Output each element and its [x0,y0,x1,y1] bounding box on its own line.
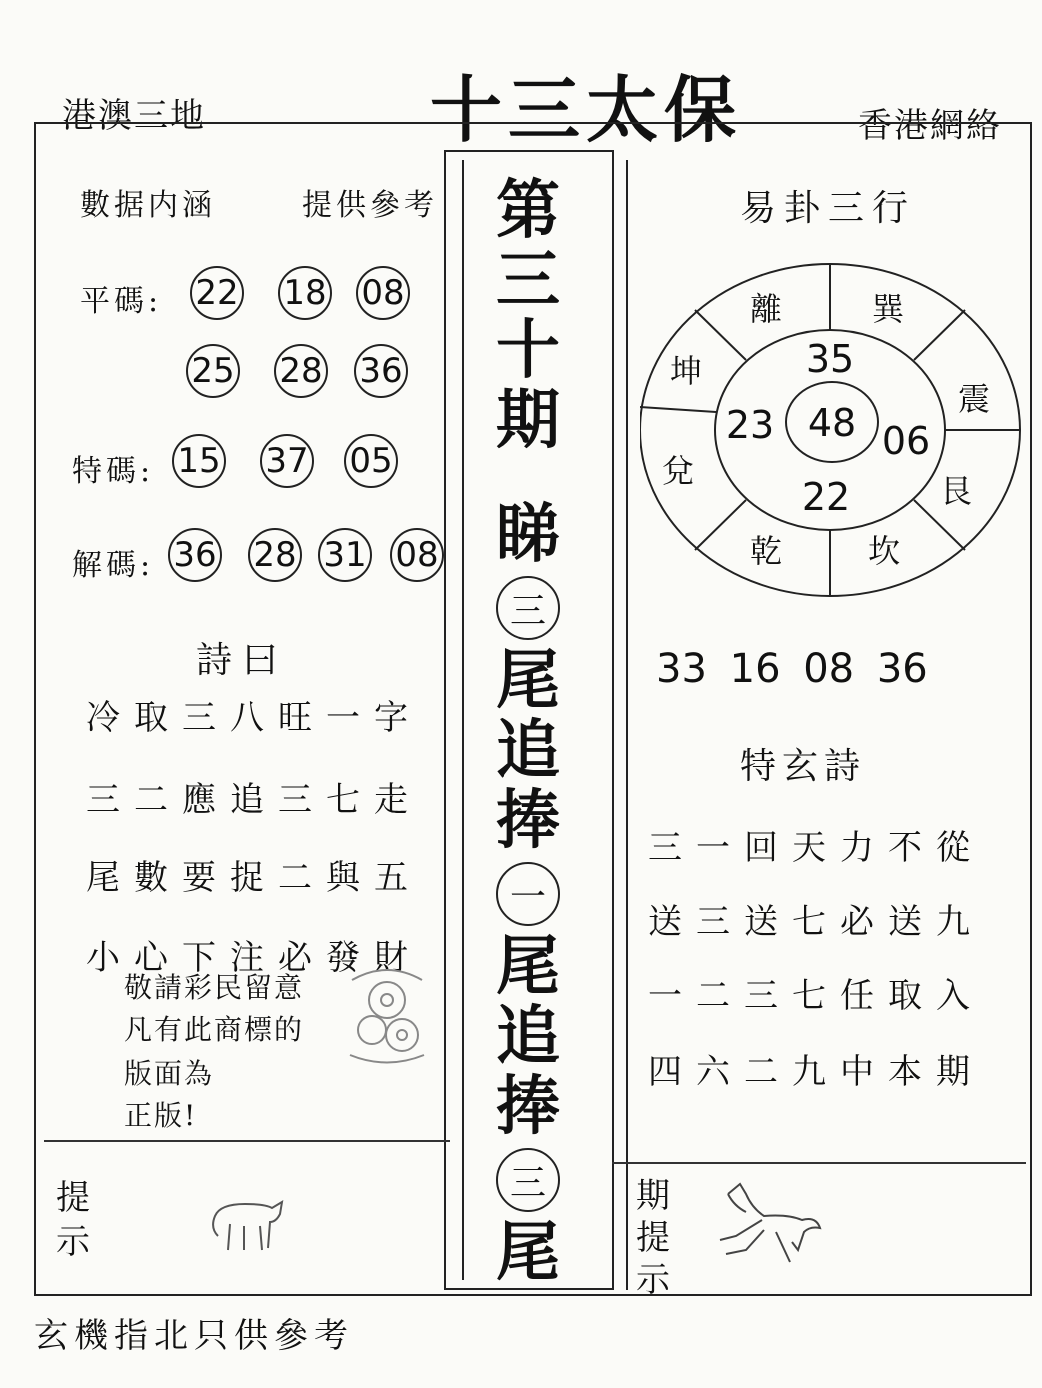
tail-circle: 一 [496,862,560,926]
trigram-label: 巽 [872,290,905,328]
left-hint-label: 示 [56,1222,90,1262]
right-poem-line: 三一回天力不從 [648,828,984,868]
header-right-text: 香港網絡 [858,106,1002,146]
ping-label: 平碼: [80,284,163,319]
right-heading: 易卦三行 [740,188,917,229]
notice-line: 敬請彩民留意 [124,971,305,1004]
tail-char: 追 [496,713,560,788]
jie-number: 31 [318,528,372,582]
notice-line: 正版! [124,1099,198,1132]
ping-number: 08 [356,266,410,320]
watch-char: 睇 [496,497,560,572]
right-hint-label: 提 [636,1218,670,1258]
te-label: 特碼: [72,454,155,489]
left-hint-label: 提 [56,1178,90,1218]
right-hint-divider [612,1162,1026,1164]
tail-char: 捧 [496,1069,560,1144]
right-poem-line: 一二三七任取入 [648,976,984,1016]
ping-number: 18 [278,266,332,320]
inner-number: 23 [725,403,775,447]
issue-char: 三 [496,243,560,318]
inner-number: 35 [805,337,855,381]
footer-text: 玄機指北只供參考 [34,1316,354,1356]
left-poem-line: 尾數要捉二與五 [86,858,422,898]
notice-line: 凡有此商標的 [124,1013,305,1046]
te-number: 37 [260,434,314,488]
right-poem-line: 送三送七必送九 [648,902,984,942]
tail-char: 尾 [496,929,560,1004]
bagua-wheel [640,262,1030,602]
right-hint-label: 期 [636,1176,670,1216]
jie-label: 解碼: [72,548,155,583]
numbers-row: 33 16 08 36 [656,646,928,692]
center-column [448,173,608,1290]
left-poem-title: 詩曰 [196,640,289,681]
tail-char: 追 [496,999,560,1074]
te-number: 15 [172,434,226,488]
tail-char: 尾 [496,1215,560,1290]
issue-char: 期 [496,383,560,458]
trigram-label: 乾 [750,532,783,570]
tail-circle: 三 [496,576,560,640]
ox-icon [200,1186,290,1256]
trigram-label: 震 [958,380,991,418]
ping-number: 22 [190,266,244,320]
left-poem-line: 小心下注必發財 [86,938,422,978]
trigram-label: 兌 [662,452,695,490]
jie-number: 08 [390,528,444,582]
trademark-stamp-icon [342,960,432,1070]
issue-char: 第 [496,173,560,248]
ping-number: 36 [354,344,408,398]
right-poem-title: 特玄詩 [740,746,867,787]
jie-number: 28 [248,528,302,582]
inner-number: 48 [807,401,857,445]
right-hint-label: 示 [636,1260,670,1300]
header-left-text: 港澳三地 [62,96,206,136]
notice-line: 版面為 [124,1057,215,1090]
issue-char: 十 [496,313,560,388]
left-heading-reference: 提供參考 [302,188,438,223]
te-number: 05 [344,434,398,488]
tail-char: 捧 [496,783,560,858]
tail-circle: 三 [496,1148,560,1212]
trigram-label: 艮 [940,472,973,510]
trigram-label: 坎 [868,532,901,570]
left-poem-line: 冷取三八旺一字 [86,698,422,738]
left-hint-divider [44,1140,450,1142]
left-poem-line: 三二應追三七走 [86,780,422,820]
right-poem-line: 四六二九中本期 [648,1052,984,1092]
trigram-label: 坤 [670,352,703,390]
inner-number: 06 [881,419,931,463]
ping-number: 28 [274,344,328,398]
horse-icon [706,1180,826,1270]
trigram-label: 離 [750,290,783,328]
inner-number: 22 [801,475,851,519]
left-heading-data: 數据内涵 [80,188,216,223]
ping-number: 25 [186,344,240,398]
page-title: 十三太保 [429,68,742,152]
jie-number: 36 [168,528,222,582]
tail-char: 尾 [496,643,560,718]
